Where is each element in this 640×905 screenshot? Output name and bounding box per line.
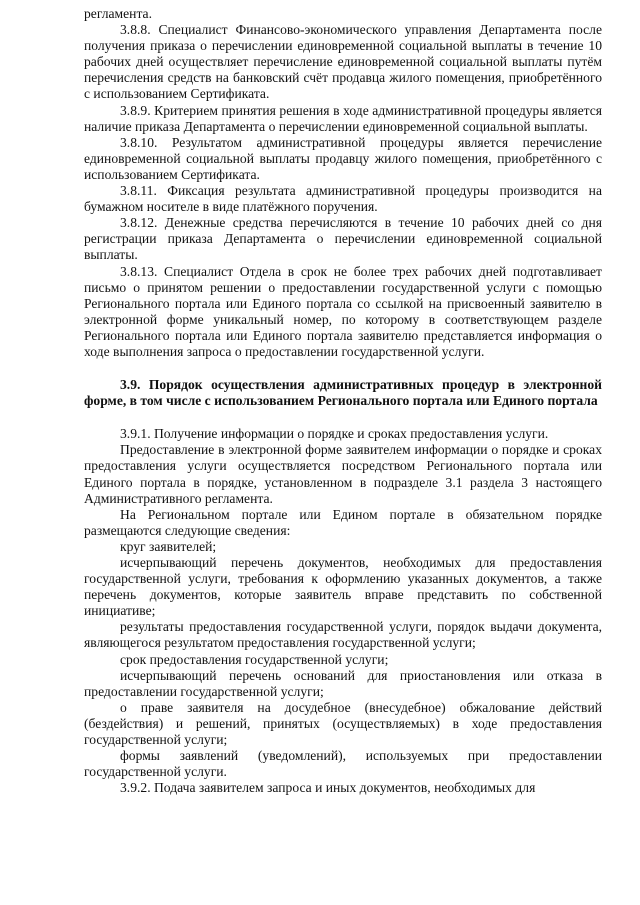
section-heading-3-9: 3.9. Порядок осуществления административных процедур в электронной форме, в том числе с использованием Регионального портала или Единого портала bbox=[84, 377, 602, 409]
paragraph-3-9-1: 3.9.1. Получение информации о порядке и сроках предоставления услуги. bbox=[120, 426, 549, 442]
list-item-documents: исчерпывающий перечень документов, необходимых для предоставления государственной услуги, требования к оформлению указанных документов, а также перечень документов, которые заявитель вправе представить по собственной инициативе; bbox=[84, 555, 602, 619]
paragraph-3-8-8: 3.8.8. Специалист Финансово-экономического управления Департамента после получения приказа о перечислении единовременной социальной выплаты в течение 10 рабочих дней осуществляет перечисление единовременной социальной выплаты путём перечисления средств на банковский счёт продавца жилого помещения, приобретённого с использованием Сертификата. bbox=[84, 22, 602, 102]
list-item-forms: формы заявлений (уведомлений), используемых при предоставлении государственной услуги. bbox=[84, 748, 602, 780]
paragraph-3-8-12: 3.8.12. Денежные средства перечисляются в течение 10 рабочих дней со дня регистрации приказа Департамента о перечислении единовременной социальной выплаты. bbox=[84, 215, 602, 263]
paragraph-3-9-2: 3.9.2. Подача заявителем запроса и иных документов, необходимых для bbox=[120, 780, 536, 796]
paragraph-info-provision: Предоставление в электронной форме заявителем информации о порядке и сроках предоставления услуги осуществляется посредством Регионального портала или Единого портала в порядке, установленном в подразделе 3.1 раздела 3 настоящего Административного регламента. bbox=[84, 442, 602, 506]
paragraph-3-8-13: 3.8.13. Специалист Отдела в срок не более трех рабочих дней подготавливает письмо о принятом решении о предоставлении государственной услуги с помощью Регионального портала или Единого портала со ссылкой на присвоенный заявителю в электронной форме уникальный номер, по которому в соответствующем разделе Регионального портала или Единого портала заявителю представляется информация о ходе выполнения запроса о предоставлении государственной услуги. bbox=[84, 263, 602, 359]
spacer bbox=[84, 409, 602, 426]
list-item-grounds: исчерпывающий перечень оснований для приостановления или отказа в предоставлении государственной услуги; bbox=[84, 667, 602, 699]
paragraph-portal-info: На Региональном портале или Едином портале в обязательном порядке размещаются следующие сведения: bbox=[84, 506, 602, 538]
paragraph-3-8-11: 3.8.11. Фиксация результата административной процедуры производится на бумажном носителе в виде платёжного поручения. bbox=[84, 183, 602, 215]
list-item-applicants: круг заявителей; bbox=[120, 538, 217, 554]
paragraph-3-8-9: 3.8.9. Критерием принятия решения в ходе административной процедуры является наличие приказа Департамента о перечислении единовременной социальной выплаты. bbox=[84, 102, 602, 134]
spacer bbox=[84, 360, 602, 377]
list-item-results: результаты предоставления государственной услуги, порядок выдачи документа, являющегося результатом предоставления государственной услуги; bbox=[84, 619, 602, 651]
paragraph-3-8-10: 3.8.10. Результатом административной процедуры является перечисление единовременной социальной выплаты продавцу жилого помещения, приобретённого с использованием Сертификата. bbox=[84, 134, 602, 182]
list-item-term: срок предоставления государственной услуги; bbox=[120, 651, 389, 667]
list-item-appeal-right: о праве заявителя на досудебное (внесудебное) обжалование действий (бездействия) и решений, принятых (осуществляемых) в ходе предоставления государственной услуги; bbox=[84, 699, 602, 748]
paragraph-continuation: регламента. bbox=[84, 6, 152, 21]
